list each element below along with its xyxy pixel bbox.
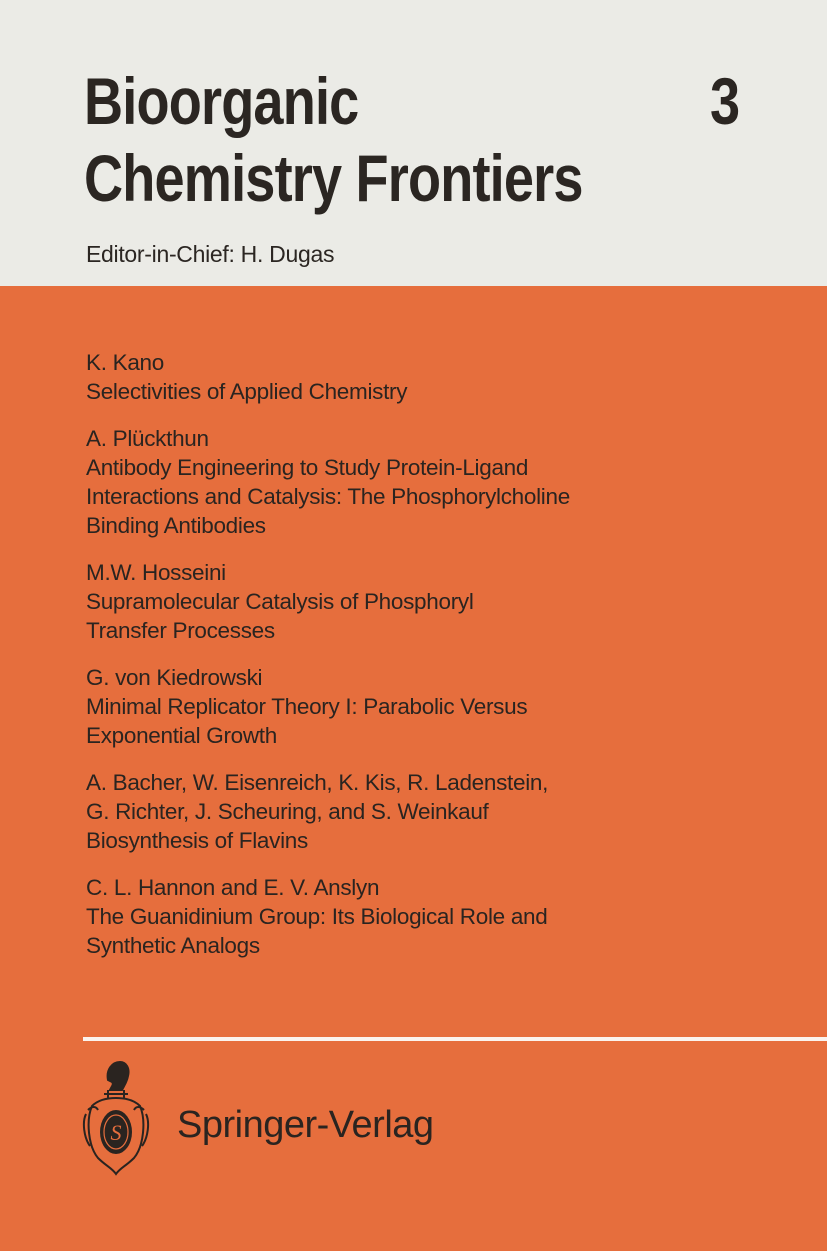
entry-authors: K. Kano xyxy=(86,350,164,375)
publisher-name: Springer-Verlag xyxy=(177,1104,434,1146)
entry-title: Interactions and Catalysis: The Phosphorylcholine xyxy=(86,484,570,509)
entry-title: Exponential Growth xyxy=(86,723,277,748)
entry-authors: G. Richter, J. Scheuring, and S. Weinkauf xyxy=(86,799,489,824)
entry-title: Synthetic Analogs xyxy=(86,933,260,958)
contents-entry xyxy=(86,663,806,750)
entry-title: Binding Antibodies xyxy=(86,513,266,538)
series-title-line1: Bioorganic xyxy=(84,64,359,138)
contents-entry xyxy=(86,348,806,406)
contents-entry xyxy=(86,768,806,855)
entry-authors: C. L. Hannon and E. V. Anslyn xyxy=(86,875,380,900)
entry-title: Selectivities of Applied Chemistry xyxy=(86,379,408,404)
volume-number: 3 xyxy=(710,64,741,138)
entry-title: Biosynthesis of Flavins xyxy=(86,828,308,853)
entry-title: The Guanidinium Group: Its Biological Role and xyxy=(86,904,548,929)
contents-list xyxy=(86,348,806,978)
entry-authors: A. Bacher, W. Eisenreich, K. Kis, R. Ladenstein, xyxy=(86,770,549,795)
springer-knight-crest-icon xyxy=(78,1050,154,1178)
editor-in-chief: Editor-in-Chief: H. Dugas xyxy=(86,241,335,267)
entry-authors: M.W. Hosseini xyxy=(86,560,226,585)
footer-divider xyxy=(83,1037,827,1041)
entry-title: Minimal Replicator Theory I: Parabolic Versus xyxy=(86,694,528,719)
series-title-line2: Chemistry Frontiers xyxy=(84,141,583,215)
contents-entry xyxy=(86,424,806,540)
entry-title: Transfer Processes xyxy=(86,618,275,643)
contents-entry xyxy=(86,873,806,960)
contents-entry xyxy=(86,558,806,645)
svg-text:S: S xyxy=(110,1120,122,1145)
entry-title: Antibody Engineering to Study Protein-Ligand xyxy=(86,455,529,480)
entry-authors: G. von Kiedrowski xyxy=(86,665,263,690)
entry-authors: A. Plückthun xyxy=(86,426,209,451)
entry-title: Supramolecular Catalysis of Phosphoryl xyxy=(86,589,474,614)
title-band xyxy=(0,0,827,286)
